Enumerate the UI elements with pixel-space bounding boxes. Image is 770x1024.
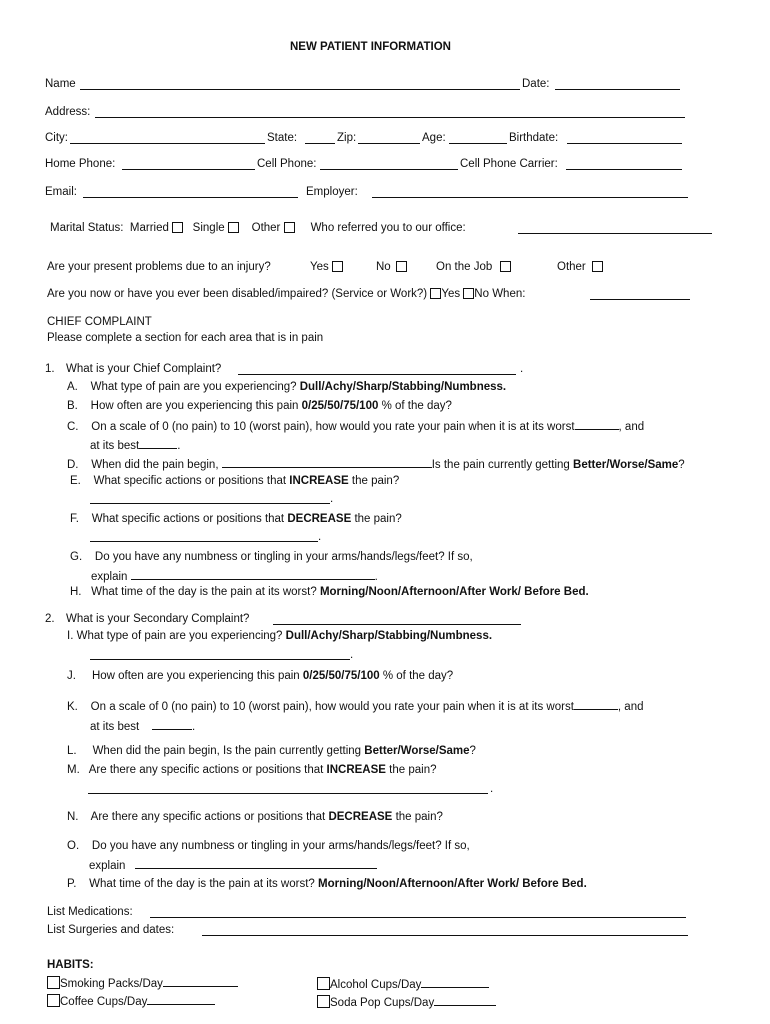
q2p-row — [67, 877, 587, 891]
injury-no-checkbox[interactable] — [396, 261, 407, 272]
q2k-text: On a scale of 0 (no pain) to 10 (worst pain), how would you rate your pain when it is at its worst — [90, 701, 574, 713]
page-title: NEW PATIENT INFORMATION — [290, 41, 451, 53]
name-field[interactable] — [80, 89, 520, 90]
home-phone-field[interactable] — [122, 169, 255, 170]
q2o-explain-field[interactable] — [135, 857, 377, 869]
alcohol-checkbox[interactable] — [317, 977, 330, 990]
age-label: Age: — [422, 132, 446, 144]
q2n-row — [67, 810, 443, 824]
soda-checkbox[interactable] — [317, 995, 330, 1008]
q1e-text: What specific actions or positions that — [93, 475, 287, 487]
address-field[interactable] — [95, 117, 685, 118]
q2m-keyword: INCREASE — [326, 764, 386, 776]
single-checkbox[interactable] — [228, 222, 239, 233]
city-label: City: — [45, 132, 68, 144]
q2p-options: Morning/Noon/Afternoon/After Work/ Before Bed. — [318, 878, 587, 890]
q2l-row: L. When did the pain begin, Is the pain currently getting Better/Worse/Same? — [67, 745, 476, 757]
q1b-options: 0/25/50/75/100 — [301, 400, 379, 412]
q2-number: 2. — [45, 613, 55, 625]
zip-label: Zip: — [337, 132, 357, 144]
q1e-letter: E. — [70, 475, 81, 487]
q1c-end: , and — [618, 421, 645, 433]
disabled-when-field[interactable] — [590, 299, 690, 300]
q2k-end: , and — [617, 701, 644, 713]
q1g-explain-label: explain — [91, 571, 128, 583]
q1c-text: On a scale of 0 (no pain) to 10 (worst pain), how would you rate your pain when it is at its worst — [91, 421, 575, 433]
q2k-row2: at its best . — [90, 718, 195, 734]
marital-status-row — [50, 221, 466, 235]
q1c-letter: C. — [67, 421, 79, 433]
date-label: Date: — [522, 78, 550, 90]
q1-number: 1. — [45, 363, 55, 375]
injury-other-label: Other — [557, 261, 586, 273]
q1d-options: Better/Worse/Same — [573, 459, 679, 471]
q2i-period: . — [350, 649, 354, 661]
q2n-keyword: DECREASE — [328, 811, 393, 823]
name-label: Name — [45, 78, 76, 90]
smoking-checkbox[interactable] — [47, 976, 60, 989]
disabled-yes-checkbox[interactable] — [430, 288, 441, 299]
date-field[interactable] — [555, 89, 680, 90]
email-field[interactable] — [83, 197, 298, 198]
city-field[interactable] — [70, 143, 265, 144]
q1b-row — [67, 399, 452, 413]
q1-text: What is your Chief Complaint? — [66, 363, 222, 375]
zip-field[interactable] — [358, 143, 420, 144]
q1f-text: What specific actions or positions that — [91, 513, 285, 525]
q2j-options: 0/25/50/75/100 — [302, 670, 380, 682]
q2o-row — [67, 839, 470, 853]
q1h-letter: H. — [70, 586, 82, 598]
disabled-row — [47, 287, 525, 301]
state-label: State: — [267, 132, 298, 144]
q2i-options: Dull/Achy/Sharp/Stabbing/Numbness. — [285, 630, 493, 642]
q1b-letter: B. — [67, 400, 78, 412]
habit-alcohol — [317, 976, 489, 992]
q2l-options: Better/Worse/Same — [364, 745, 470, 757]
q2p-letter: P. — [67, 878, 77, 890]
injury-question: Are your present problems due to an injury? — [47, 261, 271, 273]
q1c-worst-field[interactable] — [575, 418, 619, 430]
email-label: Email: — [45, 186, 77, 198]
disabled-no-checkbox[interactable] — [463, 288, 474, 299]
q1b-text: How often are you experiencing this pain — [90, 400, 299, 412]
cell-phone-label: Cell Phone: — [257, 158, 317, 170]
q1d-text: When did the pain begin, — [91, 459, 219, 471]
smoking-field[interactable] — [163, 975, 238, 987]
address-label: Address: — [45, 106, 91, 118]
q2k-best-label: at its best — [90, 721, 140, 733]
injury-job-checkbox[interactable] — [500, 261, 511, 272]
q1a-text: What type of pain are you experiencing? — [90, 381, 297, 393]
referred-field[interactable] — [518, 233, 712, 234]
q1h-row — [70, 585, 589, 599]
q1h-options: Morning/Noon/Afternoon/After Work/ Before Bed. — [319, 586, 589, 598]
employer-field[interactable] — [372, 197, 688, 198]
q2j-letter: J. — [67, 670, 76, 682]
coffee-checkbox[interactable] — [47, 994, 60, 1007]
q1-period: . — [520, 363, 524, 375]
state-field[interactable] — [305, 143, 335, 144]
q2n-letter: N. — [67, 811, 79, 823]
q1c-best-field[interactable] — [139, 437, 177, 449]
disabled-no-label: No — [474, 288, 489, 300]
disabled-question: Are you now or have you ever been disabled/impaired? (Service or Work?) — [47, 288, 428, 300]
q1d-letter: D. — [67, 459, 79, 471]
q1c-best-label: at its best — [90, 440, 140, 452]
alcohol-label: Alcohol Cups/Day — [330, 979, 422, 991]
q1g-row — [70, 550, 473, 564]
q2p-text: What time of the day is the pain at its worst? — [89, 878, 315, 890]
q1-chief-complaint-field[interactable] — [238, 374, 516, 375]
q1g-letter: G. — [70, 551, 83, 563]
birthdate-label: Birthdate: — [509, 132, 559, 144]
employer-label: Employer: — [306, 186, 358, 198]
q2l-text: When did the pain begin, Is the pain currently getting — [92, 745, 362, 757]
q1a-row — [67, 380, 506, 394]
surgeries-field[interactable] — [202, 935, 688, 936]
q1e-row — [70, 474, 399, 488]
single-label: Single — [192, 222, 225, 234]
q1f-keyword: DECREASE — [287, 513, 352, 525]
chief-complaint-heading: CHIEF COMPLAINT — [47, 316, 152, 328]
cell-phone-field[interactable] — [320, 169, 458, 170]
soda-field[interactable] — [434, 994, 496, 1006]
q2k-worst-field[interactable] — [574, 698, 618, 710]
q2o-row2 — [89, 857, 377, 873]
married-checkbox[interactable] — [172, 222, 183, 233]
q2m-field[interactable] — [88, 793, 488, 794]
cell-carrier-field[interactable] — [566, 169, 682, 170]
injury-yes-label: Yes — [310, 261, 329, 273]
q2k-row — [67, 698, 643, 714]
q2j-text: How often are you experiencing this pain — [91, 670, 300, 682]
q2m-row — [67, 763, 437, 777]
q1g-row2: explain . — [91, 568, 378, 584]
q1a-letter: A. — [67, 381, 78, 393]
coffee-field[interactable] — [147, 993, 215, 1005]
surgeries-label: List Surgeries and dates: — [47, 924, 175, 936]
q2n-end: the pain? — [395, 811, 443, 823]
habit-coffee — [47, 993, 215, 1009]
q2n-text: Are there any specific actions or positions that — [90, 811, 326, 823]
q1c-row2: at its best . — [90, 437, 180, 453]
q2-text: What is your Secondary Complaint? — [66, 613, 250, 625]
q2m-end: the pain? — [389, 764, 437, 776]
q1e-keyword: INCREASE — [289, 475, 349, 487]
q2m-letter: M. — [67, 764, 80, 776]
q1e-field[interactable] — [90, 503, 330, 504]
q2m-text: Are there any specific actions or positions that — [88, 764, 324, 776]
q1d-field[interactable] — [222, 456, 432, 468]
other-checkbox[interactable] — [284, 222, 295, 233]
other-label: Other — [251, 222, 281, 234]
q2o-text: Do you have any numbness or tingling in your arms/hands/legs/feet? If so, — [91, 840, 470, 852]
q2o-letter: O. — [67, 840, 80, 852]
habits-heading: HABITS: — [47, 959, 94, 971]
q1a-options: Dull/Achy/Sharp/Stabbing/Numbness. — [299, 381, 507, 393]
injury-no-label: No — [376, 261, 391, 273]
cell-carrier-label: Cell Phone Carrier: — [460, 158, 558, 170]
q2-secondary-complaint-field[interactable] — [273, 624, 521, 625]
q1f-end: the pain? — [354, 513, 402, 525]
q1g-explain-field[interactable] — [131, 568, 375, 580]
q1b-end: % of the day? — [381, 400, 452, 412]
habit-smoking — [47, 975, 238, 991]
q2j-row — [67, 669, 453, 683]
q2i-field[interactable] — [90, 659, 350, 660]
q2i-text: I. What type of pain are you experiencing? — [67, 630, 283, 642]
married-label: Married — [129, 222, 169, 234]
q1f-row — [70, 512, 402, 526]
medications-label: List Medications: — [47, 906, 133, 918]
marital-label: Marital Status: — [50, 222, 124, 234]
disabled-when-label: When: — [492, 288, 526, 300]
q1e-period: . — [330, 493, 334, 505]
q1e-end: the pain? — [351, 475, 400, 487]
chief-complaint-subheading: Please complete a section for each area that is in pain — [47, 332, 324, 344]
q1f-letter: F. — [70, 513, 79, 525]
birthdate-field[interactable] — [567, 143, 682, 144]
q2k-letter: K. — [67, 701, 78, 713]
coffee-label: Coffee Cups/Day — [60, 996, 148, 1008]
q1d-row: D. When did the pain begin, Is the pain currently getting Better/Worse/Same? — [67, 456, 685, 472]
age-field[interactable] — [449, 143, 507, 144]
q1g-text: Do you have any numbness or tingling in your arms/hands/legs/feet? If so, — [94, 551, 473, 563]
alcohol-field[interactable] — [421, 976, 489, 988]
q2k-best-field[interactable] — [152, 718, 192, 730]
injury-other-checkbox[interactable] — [592, 261, 603, 272]
q2m-period: . — [490, 783, 494, 795]
referred-label: Who referred you to our office: — [310, 222, 466, 234]
disabled-yes-label: Yes — [441, 288, 461, 300]
q2j-end: % of the day? — [382, 670, 454, 682]
home-phone-label: Home Phone: — [45, 158, 116, 170]
habit-soda — [317, 994, 496, 1010]
q1f-period: . — [318, 531, 322, 543]
medications-field[interactable] — [150, 917, 686, 918]
q1f-field[interactable] — [90, 541, 318, 542]
q2o-explain-label: explain — [89, 860, 126, 872]
injury-yes-checkbox[interactable] — [332, 261, 343, 272]
soda-label: Soda Pop Cups/Day — [330, 997, 435, 1009]
q1c-row — [67, 418, 644, 434]
smoking-label: Smoking Packs/Day — [60, 978, 163, 990]
q1h-text: What time of the day is the pain at its worst? — [91, 586, 317, 598]
q2l-letter: L. — [67, 745, 77, 757]
q2i-row — [67, 629, 492, 643]
q1d-text2: Is the pain currently getting — [431, 459, 570, 471]
injury-job-label: On the Job — [436, 261, 493, 273]
